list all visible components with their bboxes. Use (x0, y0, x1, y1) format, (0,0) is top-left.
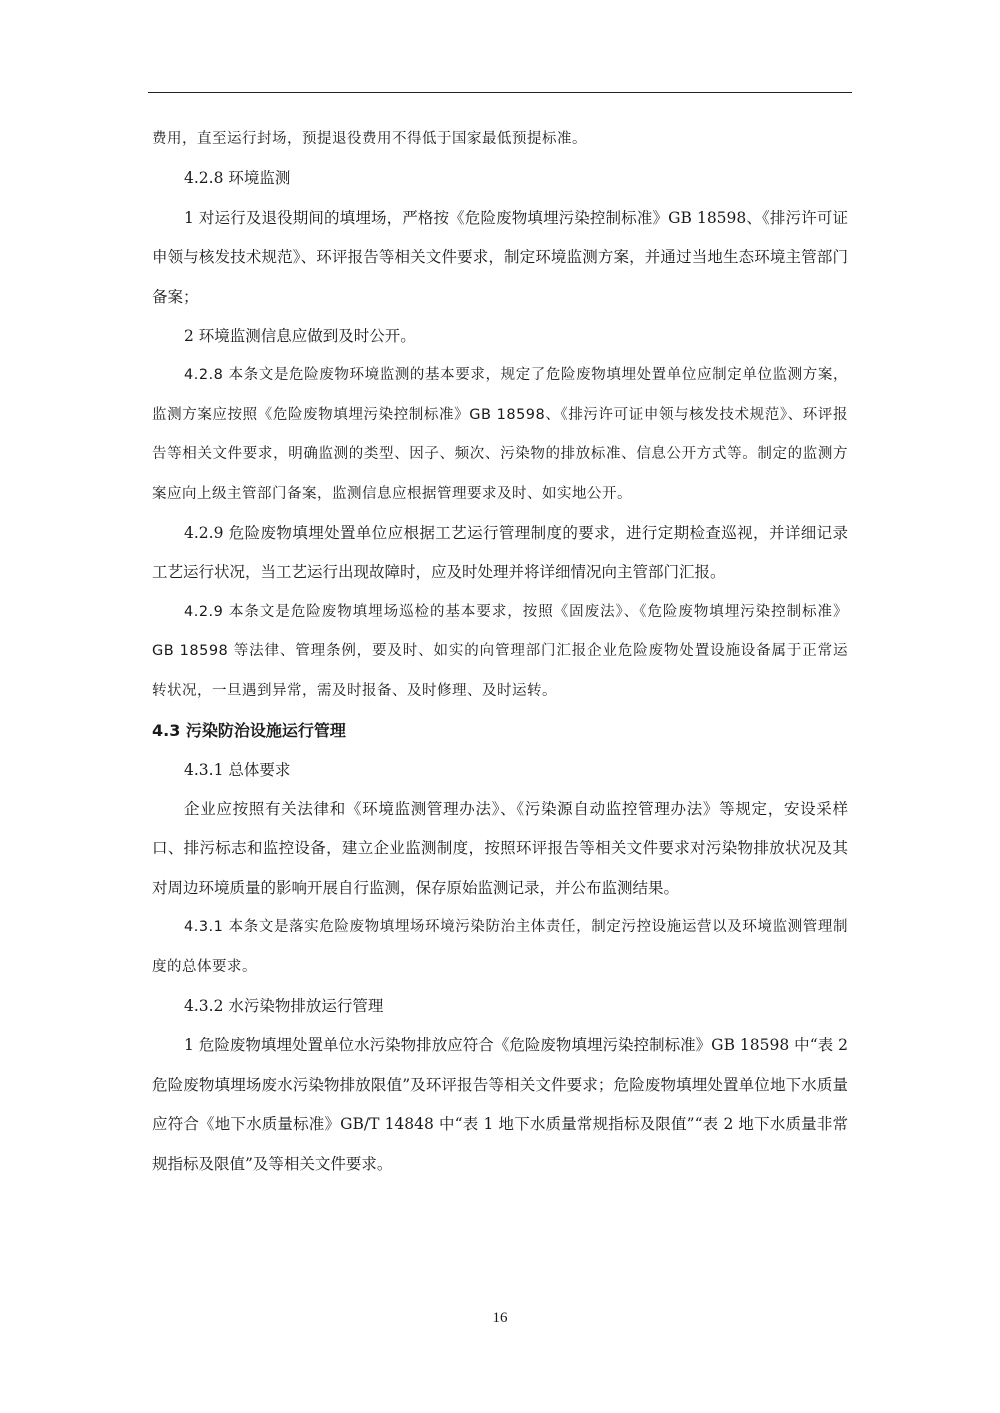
heading-4-3-1: 4.3.1 总体要求 (184, 760, 291, 779)
commentary-4-2-9: 4.2.9 本条文是危险废物填埋场巡检的基本要求，按照《固废法》、《危险废物填埋污染控制标准》GB 18598 等法律、管理条例，要及时、如实的向管理部门汇报企业危险废物处置设施设备属于正常运转状况，一旦遇到异常，需及时报备、及时修理、及时运转。 (152, 603, 848, 699)
commentary-4-2-8: 4.2.8 本条文是危险废物环境监测的基本要求，规定了危险废物填埋处置单位应制定单位监测方案，监测方案应按照《危险废物填埋污染控制标准》GB 18598、《排污许可证申领与核发技术规范》、环评报告等相关文件要求，明确监测的类型、因子、频次、污染物的排放标准、信息公开方式等。制定的监测方案应向上级主管部门备案，监测信息应根据管理要求及时、如实地公开。 (152, 367, 848, 502)
paragraph-4-2-9: 4.2.9 危险废物填埋处置单位应根据工艺运行管理制度的要求，进行定期检查巡视，并详细记录工艺运行状况，当工艺运行出现故障时，应及时处理并将详细情况向主管部门汇报。 (152, 524, 848, 582)
paragraph-4-3-1: 企业应按照有关法律和《环境监测管理办法》、《污染源自动监控管理办法》等规定，安设采样口、排污标志和监控设备，建立企业监测制度，按照环评报告等相关文件要求对污染物排放状况及其对周边环境质量的影响开展自行监测，保存原始监测记录，并公布监测结果。 (152, 799, 848, 897)
paragraph-continuation: 费用，直至运行封场，预提退役费用不得低于国家最低预提标准。 (152, 131, 587, 147)
section-title-4-3: 4.3 污染防治设施运行管理 (152, 721, 346, 741)
paragraph-4-3-2-item-1: 1 危险废物填埋处置单位水污染物排放应符合《危险废物填埋污染控制标准》GB 18598 中“表 2 危险废物填埋场废水污染物排放限值”及环评报告等相关文件要求；危险废物填埋处置单位地下水质量应符合《地下水质量标准》GB/T 14848 中“表 1 地下水质量常规指标及限值”“表 2 地下水质量非常规指标及限值”及等相关文件要求。 (152, 1036, 848, 1173)
header-rule (148, 92, 852, 93)
commentary-4-3-1: 4.3.1 本条文是落实危险废物填埋场环境污染防治主体责任，制定污控设施运营以及环境监测管理制度的总体要求。 (152, 919, 848, 975)
paragraph-4-2-8-item-2: 2 环境监测信息应做到及时公开。 (184, 327, 416, 346)
paragraph-4-2-8-item-1: 1 对运行及退役期间的填埋场，严格按《危险废物填埋污染控制标准》GB 18598、《排污许可证申领与核发技术规范》、环评报告等相关文件要求，制定环境监测方案，并通过当地生态环境主管部门备案； (152, 208, 848, 306)
page-number: 16 (492, 1310, 508, 1326)
document-body (152, 120, 848, 1184)
heading-4-3-2: 4.3.2 水污染物排放运行管理 (184, 996, 384, 1015)
heading-4-2-8: 4.2.8 环境监测 (184, 169, 291, 188)
